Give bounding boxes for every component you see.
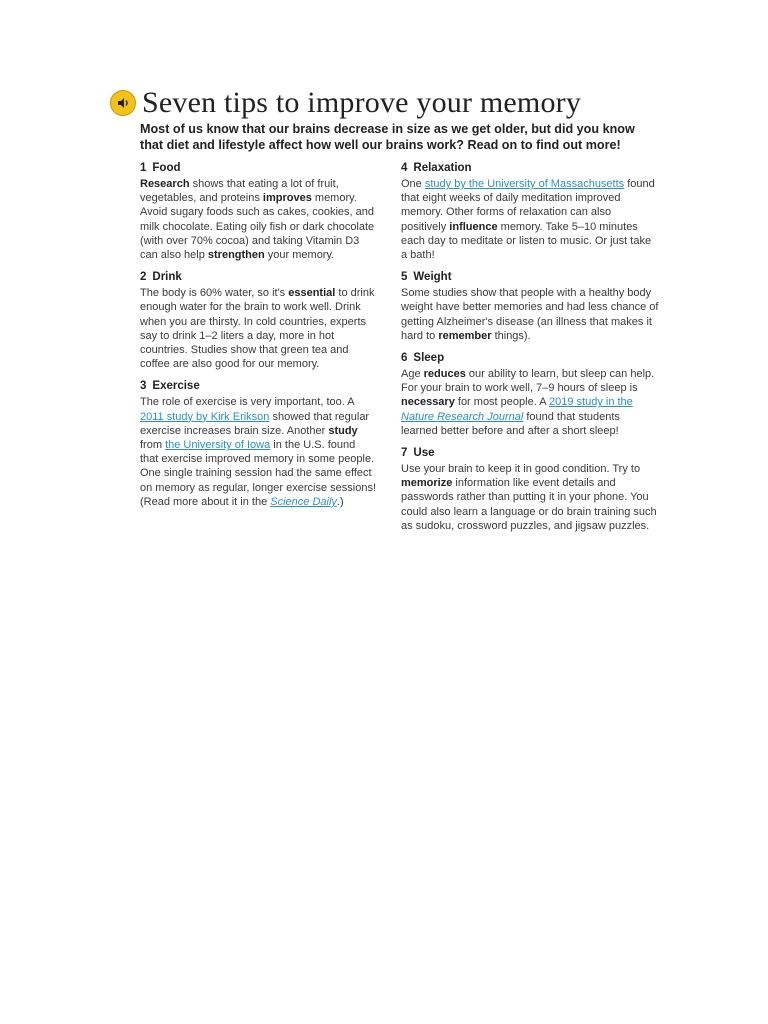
tip-text: found that eight weeks of daily meditation improved memory. Other forms of relaxation can also positively xyxy=(401,178,655,233)
tip-heading xyxy=(140,379,376,394)
nature-journal-name: Nature Research Journal xyxy=(401,410,524,423)
tip-text: to drink enough water for the brain to work well. Drink when you are thirsty. In cold countries, experts say to drink 1–2 liters a day, more in hot countries. Studies show that green tea and coffee are also good for our memory. xyxy=(140,287,375,371)
tip-text: in the U.S. found that exercise improved memory in some people. One single training session had the same effect on memory as regular, longer exercise sessions! (Read more about it in the xyxy=(140,439,376,508)
tip-keyword: improves xyxy=(262,192,312,205)
tip-body xyxy=(140,395,376,509)
tip-keyword: reduces xyxy=(423,368,466,381)
erikson-study-link[interactable]: 2011 study by Kirk Erikson xyxy=(140,410,270,423)
tip-text: Age xyxy=(401,368,424,381)
tip-keyword: essential xyxy=(288,287,336,300)
tip-keyword: strengthen xyxy=(207,249,265,262)
intro-paragraph xyxy=(140,121,640,153)
tip-text: for most people. A xyxy=(454,396,549,409)
tip-weight xyxy=(401,270,659,343)
tip-keyword: necessary xyxy=(401,396,455,409)
tip-text: The body is 60% water, so it's xyxy=(140,287,289,300)
tip-sleep xyxy=(401,351,659,438)
tip-body xyxy=(140,177,376,262)
iowa-link[interactable]: the University of Iowa xyxy=(165,439,271,452)
tip-title: Use xyxy=(413,447,435,460)
intro-text: how well our brains work? Read on to find out more! xyxy=(302,138,621,152)
tip-text: from xyxy=(140,439,166,452)
tip-title: Food xyxy=(152,162,181,174)
tip-body xyxy=(140,286,376,371)
tip-keyword: memorize xyxy=(401,477,453,490)
tip-keyword: remember xyxy=(438,329,492,342)
intro-keyword: affect xyxy=(268,138,303,152)
tip-text: shows that eating a lot of fruit, vegetables, and proteins xyxy=(140,178,339,205)
tip-text: showed that regular exercise increases brain size. Another xyxy=(140,410,370,437)
tip-text: Use your brain to keep it in good condition. Try to xyxy=(401,463,641,476)
tip-number: 4 xyxy=(401,162,408,174)
tip-heading xyxy=(140,161,376,176)
tip-use xyxy=(401,446,659,533)
tip-number: 5 xyxy=(401,271,408,284)
page-title: Seven tips to improve your memory xyxy=(142,86,582,119)
tip-title: Relaxation xyxy=(413,162,472,174)
tip-number: 3 xyxy=(140,380,147,393)
tip-text: our ability to learn, but sleep can help. For your brain to work well, 7–9 hours of sleep is xyxy=(401,368,655,395)
tip-exercise xyxy=(140,379,376,509)
tip-text: things). xyxy=(491,329,531,342)
intro-keyword: decrease xyxy=(333,122,389,136)
massachusetts-study-link[interactable]: study by the University of Massachusetts xyxy=(424,178,625,190)
tip-body xyxy=(401,367,659,438)
speaker-icon[interactable] xyxy=(110,90,136,116)
tip-text: found that students learned better before and after a short sleep! xyxy=(401,410,620,437)
tip-heading xyxy=(401,446,659,461)
title-row xyxy=(110,86,581,120)
science-daily-link-text: Science Daily xyxy=(270,495,337,508)
tip-text: information like event details and passwords rather than putting it in your phone. You could also learn a language or do brain training such as sudoku, crossword puzzles, and jigsaw puzzles. xyxy=(401,477,657,532)
tip-title: Weight xyxy=(413,271,452,284)
science-daily-link[interactable] xyxy=(270,496,337,508)
tip-text: .) xyxy=(336,495,344,508)
tip-title: Exercise xyxy=(152,380,200,393)
tip-number: 1 xyxy=(140,162,147,174)
tip-text: memory. Avoid sugary foods such as cakes, cookies, and milk chocolate. Eating oily fish or dark chocolate (with over 70% cocoa) and taking Vitamin D3 can also help xyxy=(140,192,375,262)
tip-keyword: influence xyxy=(449,220,498,233)
tip-number: 2 xyxy=(140,271,147,284)
speaker-glyph xyxy=(116,96,130,110)
tip-heading xyxy=(401,351,659,366)
tip-drink xyxy=(140,270,376,371)
left-column xyxy=(140,161,376,517)
tip-body xyxy=(401,177,659,262)
tip-heading xyxy=(401,270,659,285)
intro-text: Most of us know that our brains xyxy=(140,122,334,136)
tip-title: Sleep xyxy=(413,352,445,365)
tip-relaxation xyxy=(401,161,659,262)
tip-body xyxy=(401,462,659,533)
tip-text: memory. Take 5–10 minutes each day to meditate or listen to music. Or just take a bath! xyxy=(401,220,652,262)
right-column xyxy=(401,161,659,541)
tip-number: 7 xyxy=(401,447,408,460)
tip-number: 6 xyxy=(401,352,408,365)
nature-study-link-text: 2019 study in the xyxy=(549,396,633,409)
intro-text: in size as we get older, but did you know that diet and lifestyle xyxy=(140,122,635,152)
tip-heading xyxy=(140,270,376,285)
tip-text: Some studies show that people with a healthy body weight have better memories and had less chance of getting Alzheimer's disease (an illness that makes it hard to xyxy=(401,287,659,342)
tip-text: The role of exercise is very important, too. A xyxy=(140,396,354,409)
tip-food xyxy=(140,161,376,262)
tip-keyword: study xyxy=(328,424,358,437)
tip-title: Drink xyxy=(152,271,182,284)
tip-heading xyxy=(401,161,659,176)
tip-text: your memory. xyxy=(264,249,335,262)
tip-keyword: Research xyxy=(140,178,190,190)
tip-text: One xyxy=(401,178,425,190)
tip-body xyxy=(401,286,659,343)
